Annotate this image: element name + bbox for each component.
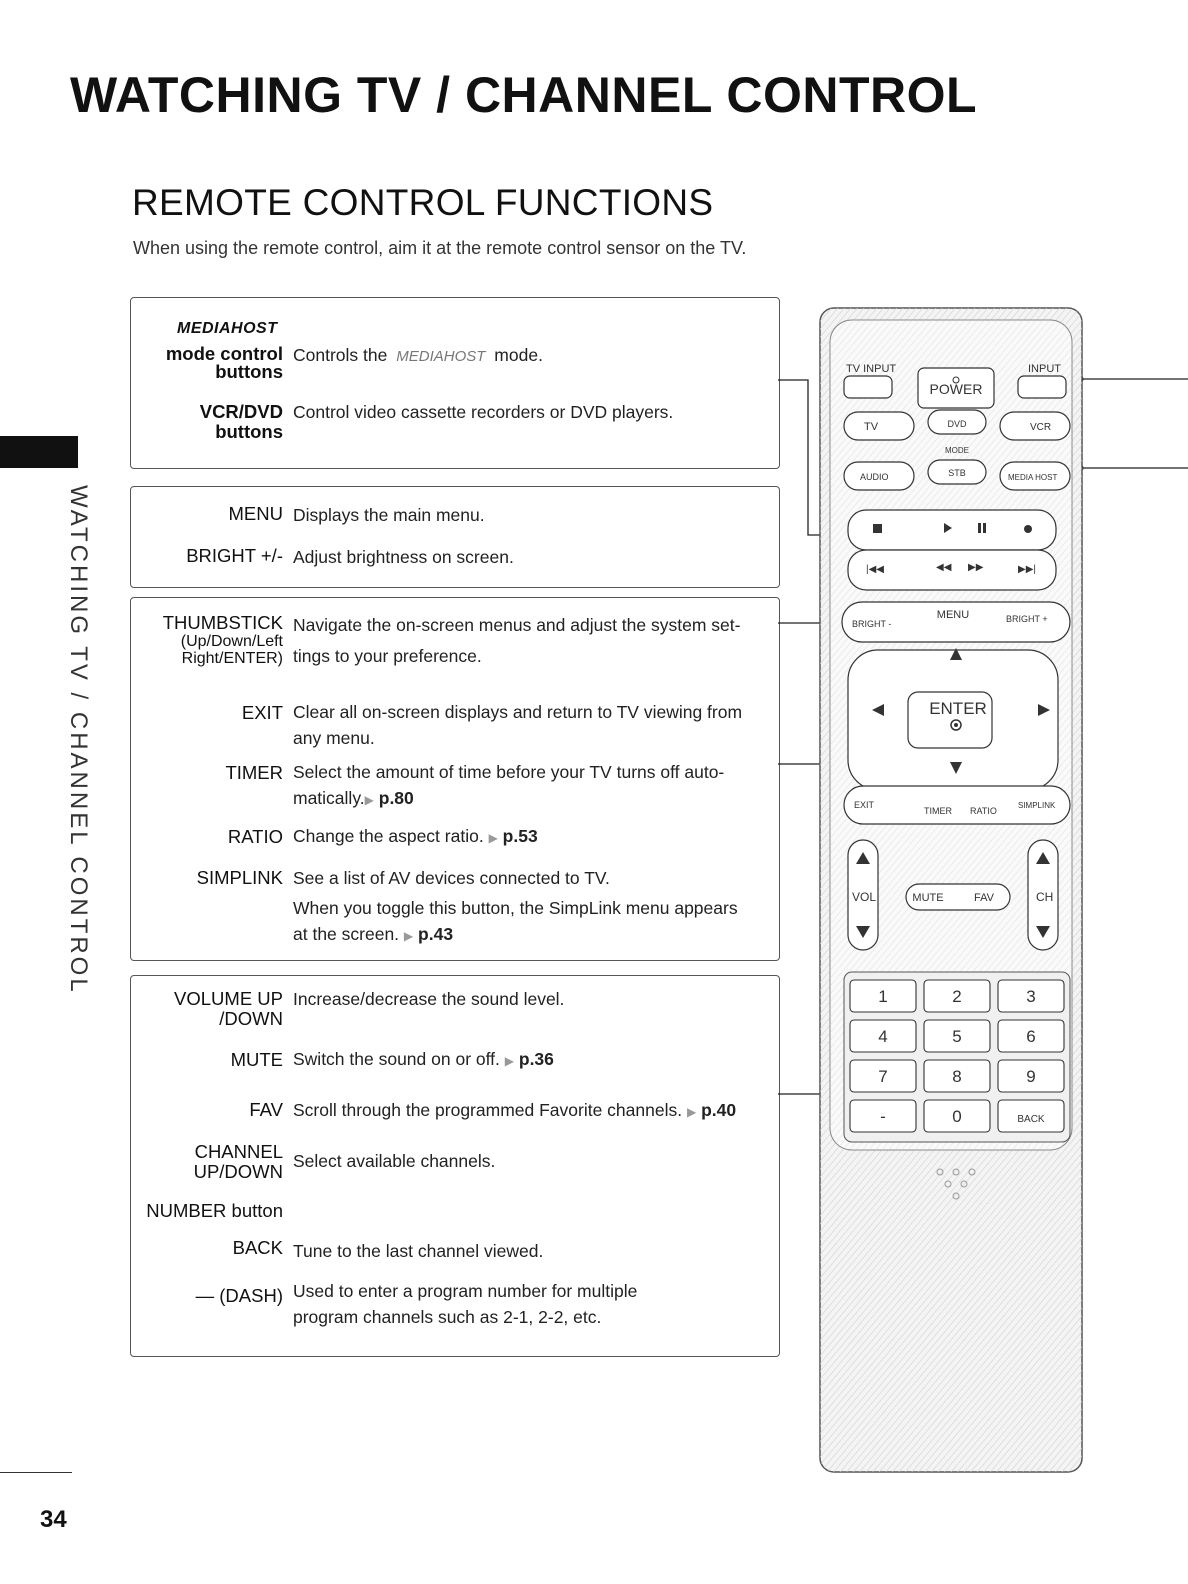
menu-term: MENU — [228, 503, 283, 524]
section-title: REMOTE CONTROL FUNCTIONS — [132, 182, 714, 223]
remote-key-label: 6 — [1026, 1027, 1036, 1046]
remote-key-label: - — [880, 1107, 886, 1126]
remote-simplink-label: SIMPLINK — [1018, 801, 1056, 810]
remote-skip-forward-icon: ▶▶| — [1018, 564, 1036, 575]
bright-term: BRIGHT +/- — [186, 545, 283, 566]
mute-desc: Switch the sound on or off. ▶ p.36 — [293, 1049, 554, 1069]
remote-key-label: 0 — [952, 1107, 962, 1126]
remote-key-label: 4 — [878, 1027, 888, 1046]
remote-ratio-label: RATIO — [970, 806, 997, 816]
remote-bright-plus-label: BRIGHT + — [1006, 614, 1048, 624]
remote-key-label: 3 — [1026, 987, 1036, 1006]
page-ref-arrow-icon: ▶ — [504, 1054, 514, 1068]
remote-power-label: POWER — [929, 381, 983, 397]
mode-control-desc: Controls the MEDIAHOST mode. — [293, 345, 543, 365]
remote-enter-label: ENTER — [929, 699, 987, 718]
remote-exit-label: EXIT — [854, 800, 875, 810]
thumbstick-desc: Navigate the on-screen menus and adjust the system set- tings to your preference. — [293, 615, 741, 666]
remote-vol-label: VOL — [852, 890, 877, 904]
remote-timer-label: TIMER — [924, 806, 952, 816]
intro-text: When using the remote control, aim it at the remote control sensor on the TV. — [133, 238, 747, 258]
channel-desc: Select available channels. — [293, 1151, 496, 1171]
timer-term: TIMER — [225, 762, 283, 783]
remote-vcr-label: VCR — [1030, 422, 1052, 433]
remote-input-label: INPUT — [1028, 363, 1061, 375]
remote-key-label: 7 — [878, 1067, 888, 1086]
remote-forward-icon: ▶▶ — [968, 562, 984, 573]
dash-term: — (DASH) — [195, 1285, 283, 1306]
mediahost-logo-inline: MEDIAHOST — [396, 348, 486, 365]
simplink-term: SIMPLINK — [196, 867, 283, 888]
remote-menu-label: MENU — [936, 609, 970, 621]
page-ref-arrow-icon: ▶ — [686, 1105, 697, 1119]
simplink-desc: See a list of AV devices connected to TV. When you toggle this button, the SimpLink menu appears at the screen. ▶ p.43 — [293, 868, 738, 944]
volume-desc: Increase/decrease the sound level. — [293, 989, 565, 1009]
menu-desc: Displays the main menu. — [293, 505, 485, 525]
fav-term: FAV — [249, 1099, 283, 1120]
ratio-term: RATIO — [227, 826, 283, 847]
page-ref-arrow-icon: ▶ — [488, 831, 498, 845]
exit-term: EXIT — [241, 702, 283, 723]
remote-ch-label: CH — [1036, 890, 1054, 904]
mute-term: MUTE — [230, 1049, 283, 1070]
remote-key-label: 8 — [952, 1067, 962, 1086]
page-ref-arrow-icon: ▶ — [364, 793, 374, 807]
remote-key-label: 1 — [878, 987, 888, 1006]
vcr-dvd-desc: Control video cassette recorders or DVD players. — [293, 402, 674, 422]
remote-mode-label: MODE — [945, 446, 969, 455]
ratio-desc: Change the aspect ratio. ▶ p.53 — [293, 826, 538, 846]
remote-rewind-icon: ◀◀ — [936, 562, 952, 573]
page-title: WATCHING TV / CHANNEL CONTROL — [70, 67, 978, 123]
chapter-side-label: WATCHING TV / CHANNEL CONTROL — [65, 485, 92, 995]
remote-dvd-label: DVD — [947, 419, 967, 429]
number-term: NUMBER button — [146, 1200, 283, 1221]
remote-key-label: 2 — [952, 987, 962, 1006]
remote-record-icon — [1024, 525, 1032, 533]
exit-desc: Clear all on-screen displays and return to TV viewing from any menu. — [293, 702, 743, 748]
page-number: 34 — [40, 1506, 67, 1533]
remote-key-label: BACK — [1017, 1114, 1045, 1125]
remote-control-illustration — [818, 300, 1086, 1476]
remote-stb-label: STB — [948, 468, 966, 478]
timer-desc: Select the amount of time before your TV turns off auto- matically.▶ p.80 — [293, 762, 725, 808]
remote-key-label: 5 — [952, 1027, 962, 1046]
vcr-dvd-term: VCR/DVD buttons — [199, 401, 283, 442]
dash-desc: Used to enter a program number for multiple program channels such as 2-1, 2-2, etc. — [293, 1281, 638, 1327]
footer-rule — [0, 1472, 72, 1473]
mediahost-logo: MEDIAHOST — [177, 320, 278, 337]
remote-key-label: 9 — [1026, 1067, 1036, 1086]
mode-control-term: mode control buttons — [165, 343, 283, 382]
remote-pause-icon — [978, 523, 981, 533]
volume-term: VOLUME UP /DOWN — [174, 988, 283, 1029]
remote-fav-label: FAV — [974, 892, 994, 904]
remote-mute-label: MUTE — [912, 892, 944, 904]
page-ref-arrow-icon: ▶ — [403, 929, 414, 943]
remote-bright-minus-label: BRIGHT - — [852, 619, 892, 629]
remote-mediahost-label: MEDIA HOST — [1008, 473, 1058, 482]
bright-desc: Adjust brightness on screen. — [293, 547, 514, 567]
back-term: BACK — [232, 1237, 283, 1258]
remote-tv-input-label: TV INPUT — [846, 363, 897, 375]
channel-term: CHANNEL UP/DOWN — [193, 1141, 283, 1182]
fav-desc: Scroll through the programmed Favorite channels. ▶ p.40 — [293, 1100, 737, 1120]
remote-audio-label: AUDIO — [860, 472, 889, 482]
back-desc: Tune to the last channel viewed. — [293, 1241, 544, 1261]
thumbstick-term: THUMBSTICK (Up/Down/Left Right/ENTER) — [162, 612, 283, 667]
remote-tv-label: TV — [864, 421, 879, 433]
remote-skip-back-icon: |◀◀ — [866, 564, 884, 575]
remote-stop-icon — [873, 524, 882, 533]
